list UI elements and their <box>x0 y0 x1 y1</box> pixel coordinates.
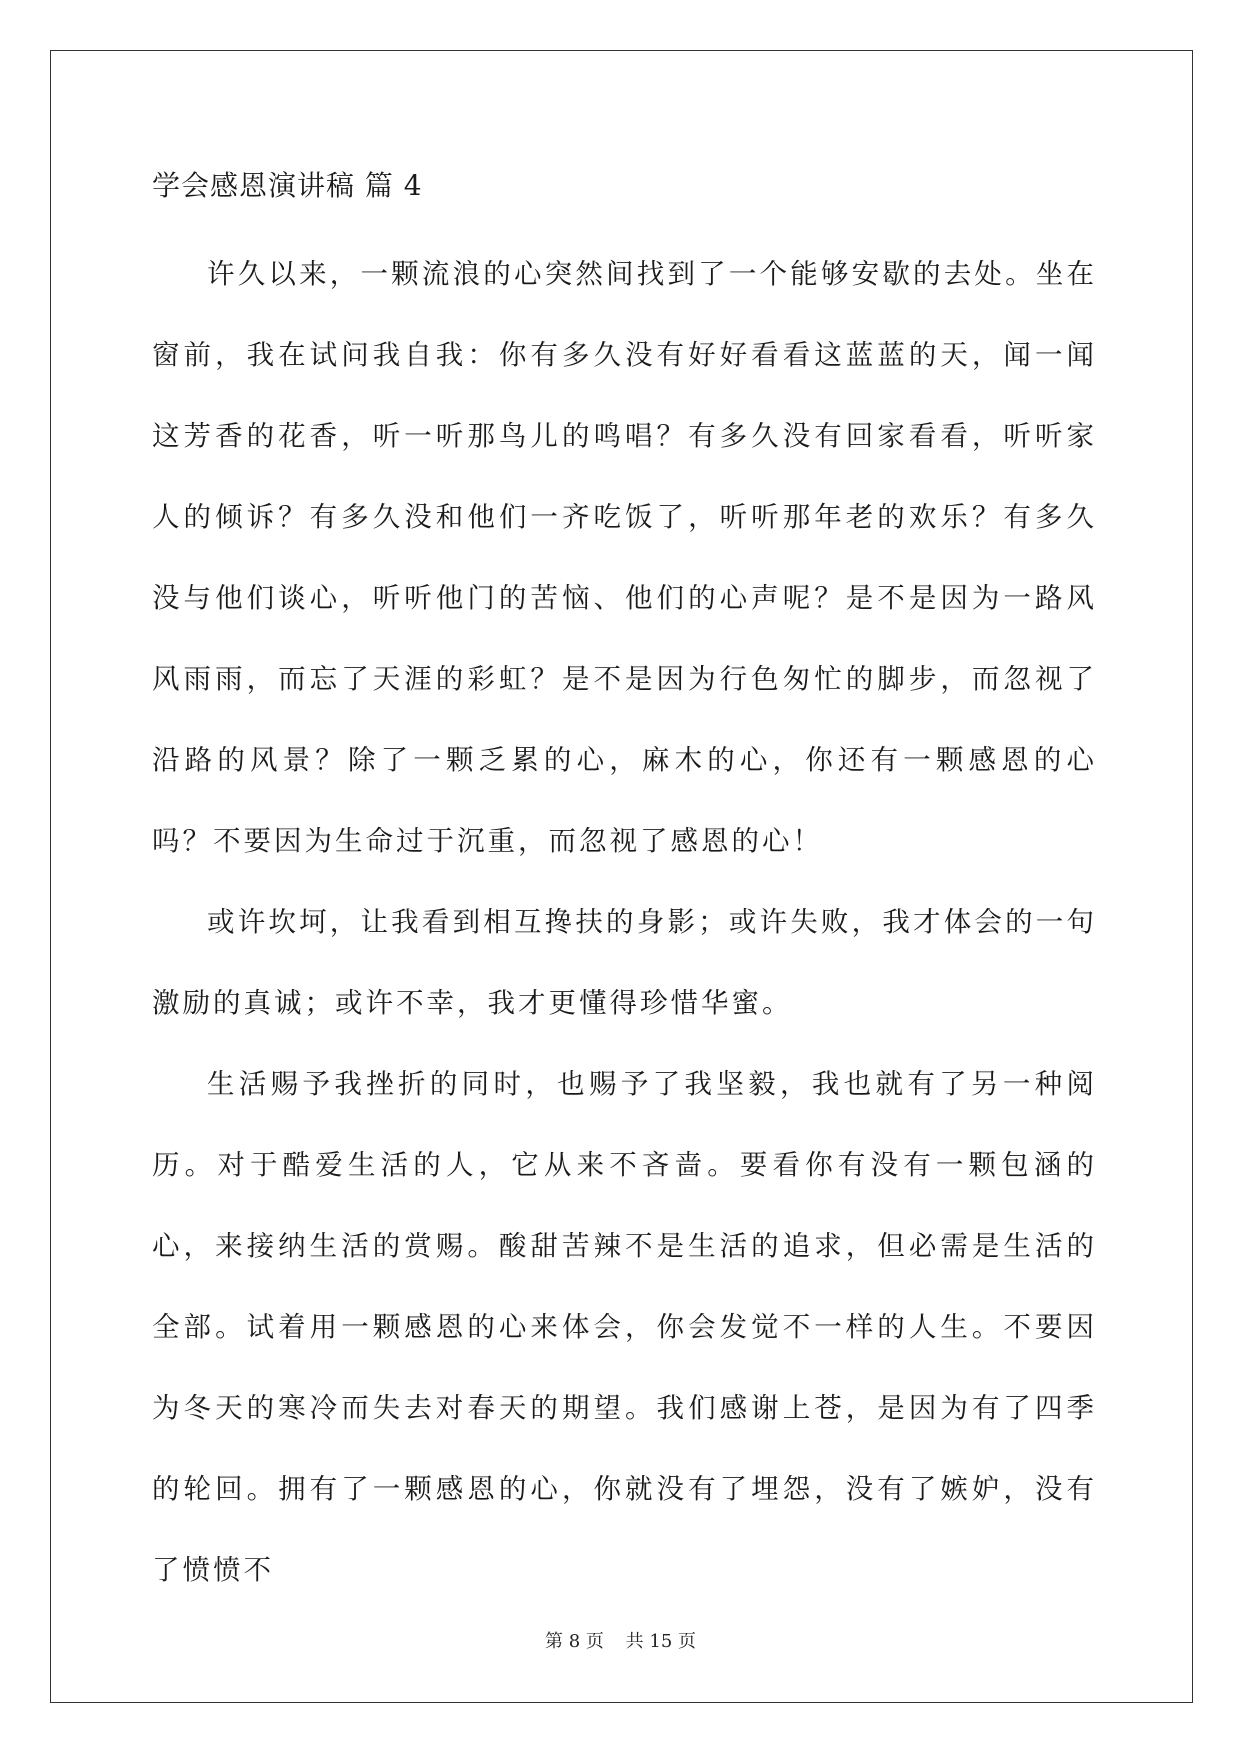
page-footer <box>0 1627 1241 1653</box>
paragraph-2: 或许坎坷，让我看到相互搀扶的身影；或许失败，我才体会的一句激励的真诚；或许不幸，我才更懂得珍惜华蜜。 <box>152 906 1097 1019</box>
document-body <box>152 160 1097 1611</box>
document-title: 学会感恩演讲稿 篇 4 <box>152 169 423 202</box>
paragraph-1: 许久以来，一颗流浪的心突然间找到了一个能够安歇的去处。坐在窗前，我在试问我自我：你有多久没有好好看看这蓝蓝的天，闻一闻这芳香的花香，听一听那鸟儿的鸣唱？有多久没有回家看看，听听家人的倾诉？有多久没和他们一齐吃饭了，听听那年老的欢乐？有多久没与他们谈心，听听他门的苦恼、他们的心声呢？是不是因为一路风风雨雨，而忘了天涯的彩虹？是不是因为行色匆忙的脚步，而忽视了沿路的风景？除了一颗乏累的心，麻木的心，你还有一颗感恩的心吗？不要因为生命过于沉重，而忽视了感恩的心！ <box>152 258 1097 857</box>
paragraph-3: 生活赐予我挫折的同时，也赐予了我坚毅，我也就有了另一种阅历。对于酷爱生活的人，它从来不吝啬。要看你有没有一颗包涵的心，来接纳生活的赏赐。酸甜苦辣不是生活的追求，但必需是生活的全部。试着用一颗感恩的心来体会，你会发觉不一样的人生。不要因为冬天的寒冷而失去对春天的期望。我们感谢上苍，是因为有了四季的轮回。拥有了一颗感恩的心，你就没有了埋怨，没有了嫉妒，没有了愤愤不 <box>152 1068 1097 1586</box>
current-page-number: 第 8 页 <box>545 1631 604 1652</box>
total-page-count: 共 15 页 <box>625 1631 696 1652</box>
